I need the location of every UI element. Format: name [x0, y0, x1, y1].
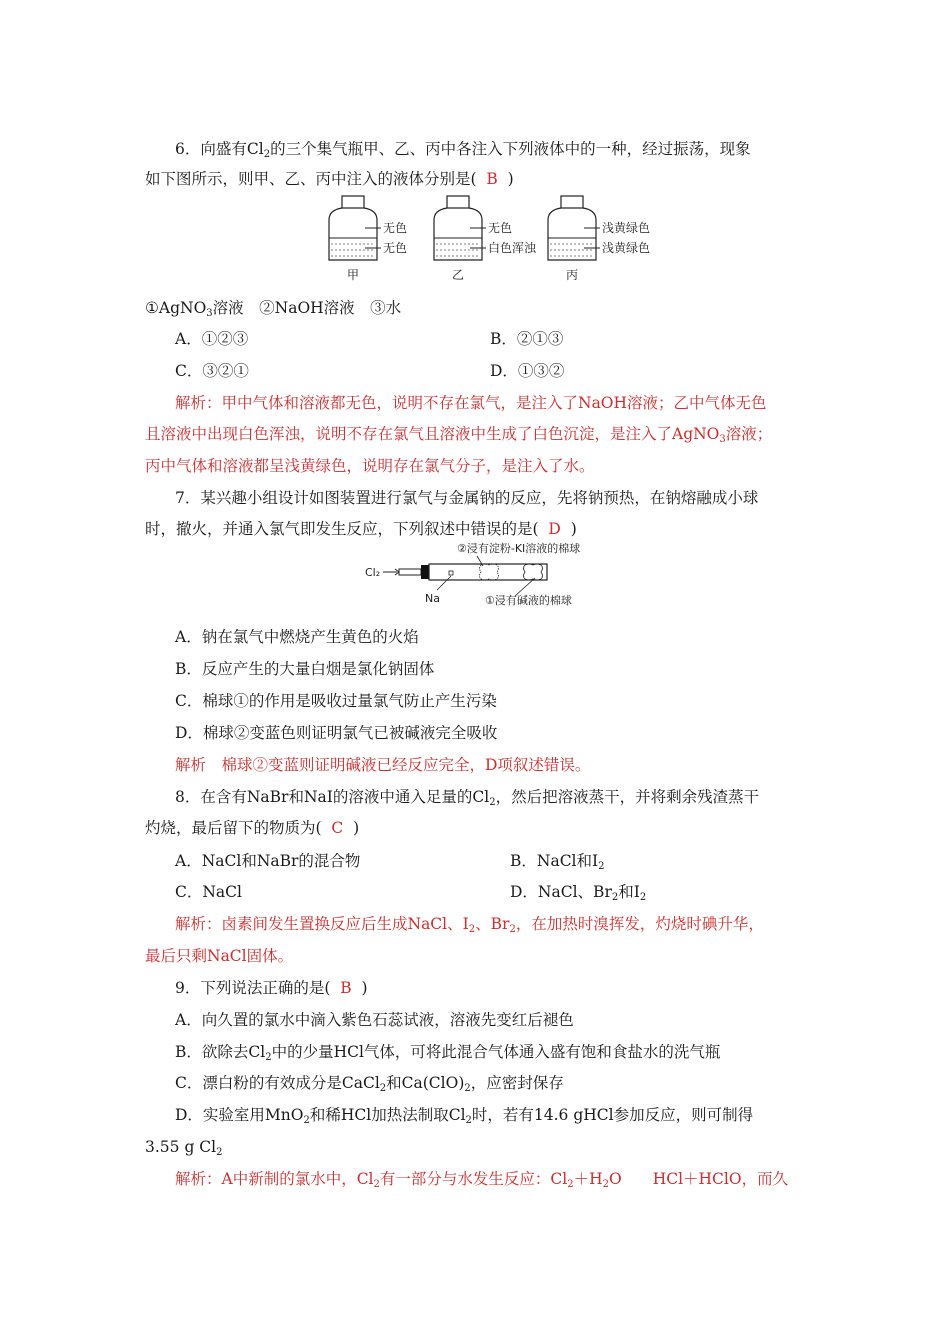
q8-option-a: A．NaCl和NaBr的混合物	[175, 852, 361, 870]
q6-bottles-figure	[325, 192, 665, 284]
q7-explanation: 解析 棉球②变蓝则证明碱液已经反应完全，D项叙述错误。	[175, 756, 591, 774]
q6-explanation-line1: 解析：甲中气体和溶液都无色，说明不存在氯气，是注入了NaOH溶液；乙中气体无色	[175, 394, 767, 412]
q6-option-c: C．③②①	[175, 362, 249, 380]
fig-na-label: Na	[425, 592, 440, 605]
q6-explanation-line2: 且溶液中出现白色浑浊，说明不存在氯气且溶液中生成了白色沉淀，是注入了AgNO$_3$溶液；	[145, 425, 773, 445]
bottle-jia-top-label: 无色	[383, 221, 408, 235]
q6-line2: 如下图所示，则甲、乙、丙中注入的液体分别是( B )	[145, 170, 514, 188]
q9-line1: 9．下列说法正确的是( B )	[175, 979, 368, 997]
q7-option-a: A．钠在氯气中燃烧产生黄色的火焰	[175, 628, 419, 646]
q6-choices: ①AgNO$_3$溶液 ②NaOH溶液 ③水	[145, 299, 402, 319]
q7-option-d: D．棉球②变蓝色则证明氯气已被碱液完全吸收	[175, 724, 498, 742]
q8-option-c: C．NaCl	[175, 883, 242, 901]
q8-line2: 灼烧，最后留下的物质为( C )	[145, 819, 360, 837]
bottle-jia-bottom-label: 无色	[383, 241, 408, 255]
q8-answer: C	[331, 819, 344, 837]
q9-option-a: A．向久置的氯水中滴入紫色石蕊试液，溶液先变红后褪色	[175, 1011, 574, 1029]
fig-label-1: ①浸有碱液的棉球	[485, 594, 572, 607]
bottle-bing-top-label: 浅黄绿色	[602, 221, 651, 235]
q6-answer: B	[486, 170, 498, 188]
bottle-yi	[434, 196, 537, 282]
bottle-jia-name: 甲	[347, 268, 360, 282]
q7-apparatus-figure	[365, 538, 625, 610]
q6-option-a: A．①②③	[175, 330, 249, 348]
q9-answer: B	[340, 979, 352, 997]
q8-explanation-line1: 解析：卤素间发生置换反应后生成NaCl、$I_2$、$Br_2$，在加热时溴挥发，灼烧时碘升华，	[175, 915, 764, 935]
q8-explanation-line2: 最后只剩NaCl固体。	[145, 947, 294, 965]
fig-cl2-label: Cl₂	[365, 566, 381, 579]
bottle-jia	[329, 196, 407, 282]
q6-explanation-line3: 丙中气体和溶液都呈浅黄绿色，说明存在氯气分子，是注入了水。	[145, 457, 595, 475]
bottle-yi-top-label: 无色	[488, 221, 513, 235]
q6-line1: 6．向盛有$Cl_2$的三个集气瓶甲、乙、丙中各注入下列液体中的一种，经过振荡，现象	[175, 140, 751, 160]
bottle-bing-bottom-label: 浅黄绿色	[602, 241, 651, 255]
bottle-yi-name: 乙	[452, 268, 465, 282]
q9-explanation: 解析：A中新制的氯水中，$Cl_2$有一部分与水发生反应：$Cl_2+H_2O$ HCl＋HClO，而久	[175, 1170, 789, 1190]
bottle-bing-name: 丙	[566, 268, 579, 282]
q8-option-d: D．NaCl、$Br_2$和$I_2$	[510, 883, 647, 903]
q7-option-c: C．棉球①的作用是吸收过量氯气防止产生污染	[175, 692, 497, 710]
q9-option-b: B．欲除去$Cl_2$中的少量HCl气体，可将此混合气体通入盛有饱和食盐水的洗气瓶	[175, 1043, 721, 1063]
q9-option-c: C．漂白粉的有效成分是CaCl$_2$和$Ca(ClO)_2$，应密封保存	[175, 1074, 564, 1094]
q7-line2: 时，撤火，并通入氯气即发生反应，下列叙述中错误的是( D )	[145, 520, 577, 538]
q7-option-b: B．反应产生的大量白烟是氯化钠固体	[175, 660, 435, 678]
q8-line1: 8．在含有NaBr和NaI的溶液中通入足量的$Cl_2$，然后把溶液蒸干，并将剩余残渣蒸干	[175, 788, 760, 808]
q6-option-d: D．①③②	[490, 362, 565, 380]
bottle-yi-bottom-label: 白色浑浊	[488, 241, 537, 255]
q8-option-b: B．NaCl和$I_2$	[510, 852, 605, 872]
q6-option-b: B．②①③	[490, 330, 564, 348]
q9-option-d: D．实验室用MnO$_2$和稀HCl加热法制取$Cl_2$时，若有14.6 gHCl参加反应，则可制得	[175, 1106, 754, 1126]
fig-label-2: ②浸有淀粉-KI溶液的棉球	[457, 542, 581, 555]
q7-line1: 7．某兴趣小组设计如图装置进行氯气与金属钠的反应，先将钠预热，在钠熔融成小球	[175, 489, 759, 507]
bottle-bing	[548, 196, 650, 282]
q7-answer: D	[548, 520, 561, 538]
q9-option-d-cont: 3.55 g $Cl_2$	[145, 1138, 223, 1158]
